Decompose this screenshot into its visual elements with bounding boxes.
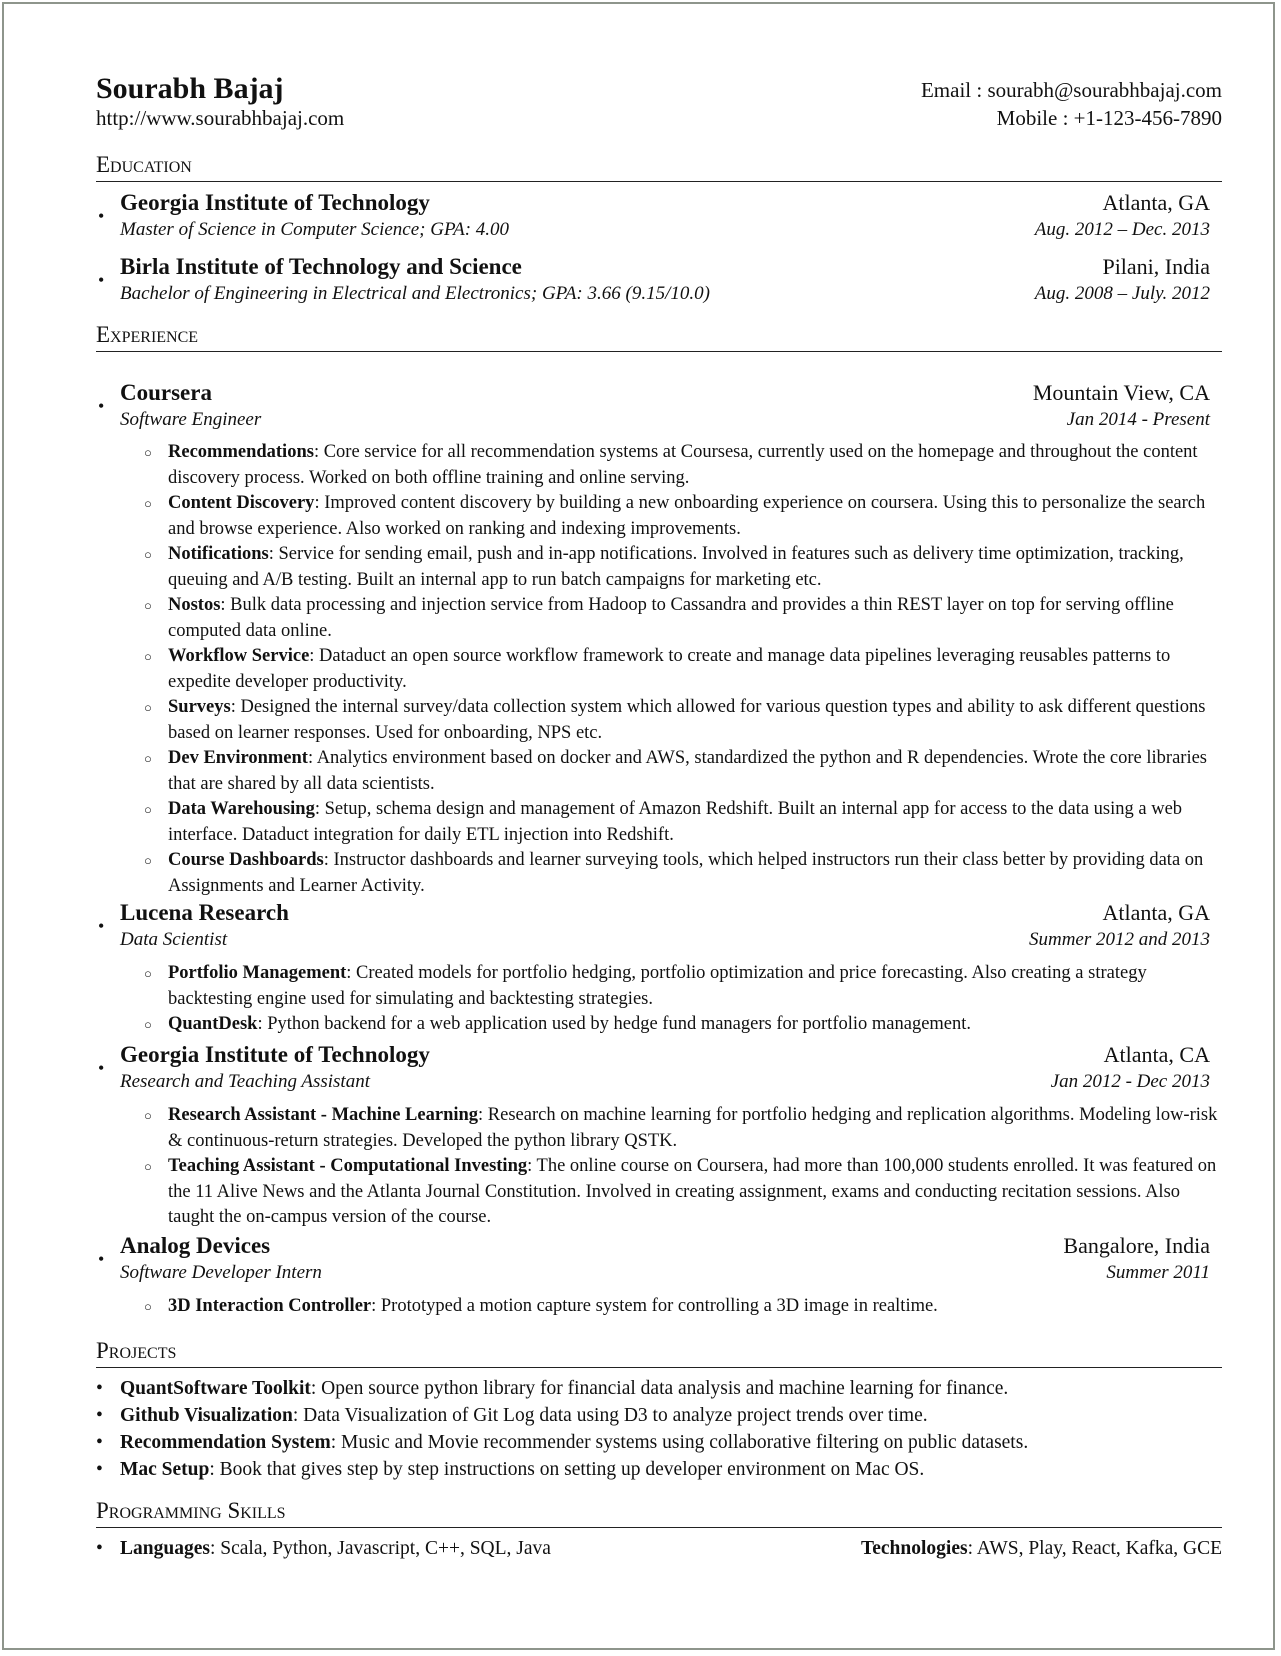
job-details	[144, 961, 1224, 1038]
job-company: Coursera	[120, 380, 212, 405]
edu-location: Pilani, India	[1102, 254, 1210, 279]
skills-row	[96, 1535, 1222, 1562]
job-company: Lucena Research	[120, 900, 289, 925]
list-item: ○ Notifications: Service for sending email, push and in-app notifications. Involved in features such as delivery time optimization, tracking, queuing and A/B testing. Built an internal app to run batch campaigns for marketing etc.	[144, 542, 1224, 593]
edu-school: Georgia Institute of Technology	[120, 190, 430, 215]
job-dates: Summer 2012 and 2013	[1028, 929, 1210, 950]
job-role: Research and Teaching Assistant	[120, 1071, 370, 1092]
job-details	[144, 1294, 1224, 1320]
job-dates: Jan 2012 - Dec 2013	[1050, 1071, 1210, 1092]
name: Sourabh Bajaj	[96, 72, 284, 105]
list-item: ○ Nostos: Bulk data processing and injection service from Hadoop to Cassandra and provides a thin REST layer on top for serving offline computed data online.	[144, 593, 1224, 644]
technologies: Technologies: AWS, Play, React, Kafka, GCE	[861, 1538, 1222, 1559]
edu-location: Atlanta, GA	[1102, 190, 1210, 215]
job-dates: Summer 2011	[1106, 1262, 1210, 1283]
job-role: Software Engineer	[120, 409, 262, 430]
bullet: •	[98, 916, 105, 936]
mobile: Mobile : +1-123-456-7890	[996, 106, 1222, 130]
list-item: ○ QuantDesk: Python backend for a web application used by hedge fund managers for portfolio management.	[144, 1012, 1224, 1038]
job-role: Data Scientist	[120, 929, 228, 950]
list-item: ○ Workflow Service: Dataduct an open source workflow framework to create and manage data pipelines leveraging reusables patterns to expedite developer productivity.	[144, 644, 1224, 695]
bullet: •	[98, 206, 105, 226]
languages: • Languages: Scala, Python, Javascript, C++, SQL, Java	[96, 1535, 551, 1562]
edu-degree: Master of Science in Computer Science; GPA: 4.00	[120, 219, 510, 240]
edu-dates: Aug. 2012 – Dec. 2013	[1034, 219, 1210, 240]
section-skills: Programming Skills	[96, 1498, 1222, 1528]
job-location: Mountain View, CA	[1032, 380, 1210, 405]
list-item: ○ Course Dashboards: Instructor dashboards and learner surveying tools, which helped instructors run their class better by providing data on Assignments and Learner Activity.	[144, 848, 1224, 899]
list-item: ○ 3D Interaction Controller: Prototyped a motion capture system for controlling a 3D image in realtime.	[144, 1294, 1224, 1320]
email[interactable]: Email : sourabh@sourabhbajaj.com	[920, 78, 1222, 102]
bullet: •	[98, 396, 105, 416]
list-item: • Recommendation System: Music and Movie recommender systems using collaborative filtering on public datasets.	[96, 1429, 1222, 1456]
list-item: ○ Data Warehousing: Setup, schema design and management of Amazon Redshift. Built an internal app for access to the data using a web interface. Dataduct integration for daily ETL injection into Redshift.	[144, 797, 1224, 848]
job-location: Bangalore, India	[1063, 1233, 1210, 1258]
list-item: • Mac Setup: Book that gives step by step instructions on setting up developer environment on Mac OS.	[96, 1456, 1222, 1483]
list-item: ○ Surveys: Designed the internal survey/data collection system which allowed for various question types and ability to ask different questions based on learner responses. Used for onboarding, NPS etc.	[144, 695, 1224, 746]
bullet: •	[98, 1058, 105, 1078]
list-item: • QuantSoftware Toolkit: Open source python library for financial data analysis and machine learning for finance.	[96, 1375, 1222, 1402]
job-details	[144, 1103, 1224, 1231]
job-location: Atlanta, GA	[1102, 900, 1210, 925]
list-item: ○ Research Assistant - Machine Learning: Research on machine learning for portfolio hedging and replication algorithms. Modeling low-risk & continuous-return strategies. Developed the python library QSTK.	[144, 1103, 1224, 1154]
job-company: Georgia Institute of Technology	[120, 1042, 430, 1067]
section-projects: Projects	[96, 1338, 1222, 1368]
section-experience: Experience	[96, 322, 1222, 352]
bullet: •	[98, 270, 105, 290]
job-dates: Jan 2014 - Present	[1066, 409, 1210, 430]
list-item: ○ Dev Environment: Analytics environment based on docker and AWS, standardized the python and R dependencies. Wrote the core libraries that are shared by all data scientists.	[144, 746, 1224, 797]
job-location: Atlanta, CA	[1103, 1042, 1210, 1067]
job-role: Software Developer Intern	[120, 1262, 322, 1283]
list-item: ○ Recommendations: Core service for all recommendation systems at Coursesa, currently used on the homepage and throughout the content discovery process. Worked on both offline training and online serving.	[144, 440, 1224, 491]
edu-degree: Bachelor of Engineering in Electrical and Electronics; GPA: 3.66 (9.15/10.0)	[120, 283, 710, 304]
list-item: ○ Teaching Assistant - Computational Investing: The online course on Coursera, had more than 100,000 students enrolled. It was featured on the 11 Alive News and the Atlanta Journal Constitution. Involved in creating assignment, exams and conducting recitation sessions. Also taught the on-campus version of the course.	[144, 1154, 1224, 1231]
list-item: ○ Portfolio Management: Created models for portfolio hedging, portfolio optimization and price forecasting. Also creating a strategy backtesting engine used for simulating and backtesting strategies.	[144, 961, 1224, 1012]
job-details	[144, 440, 1224, 899]
list-item: ○ Content Discovery: Improved content discovery by building a new onboarding experience on coursera. Using this to personalize the search and browse experience. Also worked on ranking and indexing improvements.	[144, 491, 1224, 542]
bullet: •	[98, 1249, 105, 1269]
section-education: Education	[96, 152, 1222, 182]
edu-school: Birla Institute of Technology and Science	[120, 254, 522, 279]
job-company: Analog Devices	[120, 1233, 271, 1258]
projects-list	[96, 1375, 1222, 1483]
edu-dates: Aug. 2008 – July. 2012	[1034, 283, 1210, 304]
website-link[interactable]: http://www.sourabhbajaj.com	[96, 106, 345, 130]
list-item: • Github Visualization: Data Visualization of Git Log data using D3 to analyze project trends over time.	[96, 1402, 1222, 1429]
